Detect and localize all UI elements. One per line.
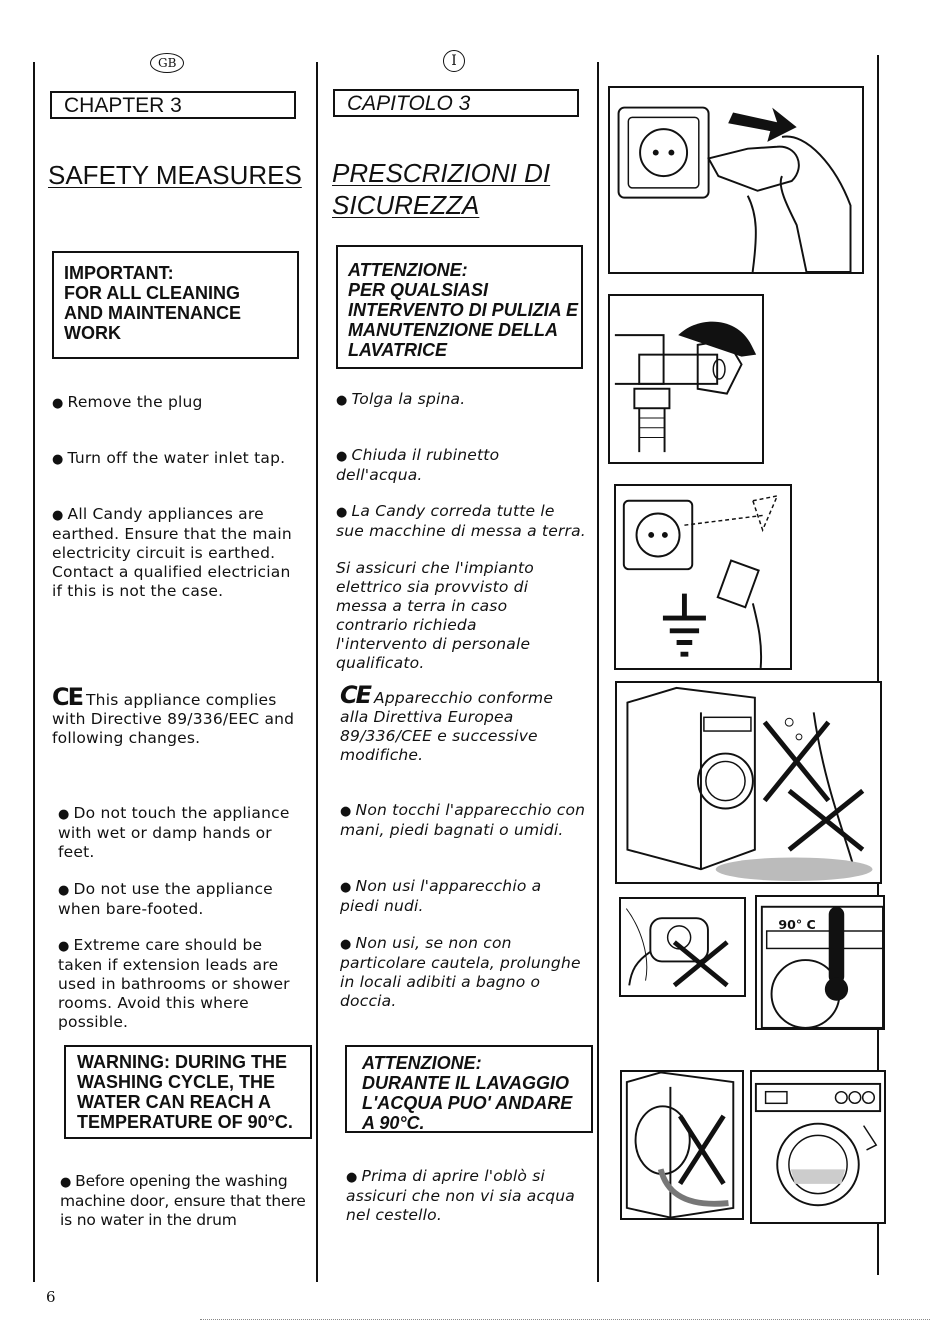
- washing-machine-icon: [617, 683, 880, 882]
- column-divider-right: [597, 62, 599, 1282]
- warning-notice-en: WARNING: DURING THE WASHING CYCLE, THE WATER CAN REACH A TEMPERATURE OF 90°C.: [64, 1045, 312, 1139]
- column-divider-left: [33, 62, 35, 1282]
- list-item: ● All Candy appliances are earthed. Ensure that the main electricity circuit is earthed. Contact a qualified electrician if this is not the case.: [52, 505, 292, 600]
- drum-check-illustration: [750, 1070, 886, 1224]
- important-notice-en: IMPORTANT: FOR ALL CLEANING AND MAINTENANCE WORK: [52, 251, 299, 359]
- ce-mark-icon: CE: [340, 681, 371, 709]
- open-door-icon: [622, 1072, 742, 1218]
- page-number: 6: [46, 1288, 56, 1306]
- list-item: ● Do not touch the appliance with wet or damp hands or feet.: [58, 804, 290, 861]
- important-notice-it: ATTENZIONE: PER QUALSIASI INTERVENTO DI PULIZIA E MANUTENZIONE DELLA LAVATRICE: [336, 245, 583, 369]
- list-item: ● Tolga la spina.: [336, 390, 466, 408]
- water-tap-icon: [610, 296, 762, 462]
- extension-lead-illustration: [619, 897, 746, 997]
- list-item: ● Extreme care should be taken if extension leads are used in bathrooms or shower rooms. Avoid this where possible.: [58, 936, 290, 1031]
- extension-lead-icon: [621, 899, 744, 995]
- washing-machine-drum-icon: [752, 1072, 884, 1222]
- list-item: Si assicuri che l'impianto elettrico sia provvisto di messa a terra in caso contrario richieda l'intervento di personale qualificato.: [336, 559, 534, 672]
- earth-ground-icon: [616, 486, 790, 668]
- wet-hands-feet-illustration: [615, 681, 882, 884]
- list-item: ● Remove the plug: [52, 393, 203, 411]
- list-item: ● La Candy correda tutte le sue macchine di messa a terra.: [336, 502, 586, 540]
- thermometer-label: 90° C: [778, 917, 816, 933]
- ce-mark-icon: CE: [52, 683, 83, 711]
- lang-badge-it: I: [443, 50, 465, 72]
- column-divider-middle: [316, 62, 318, 1282]
- chapter-heading-en: CHAPTER 3: [50, 91, 296, 119]
- list-item: ● Before opening the washing machine door, ensure that there is no water in the drum: [60, 1172, 306, 1229]
- scan-edge-line: [200, 1319, 930, 1320]
- list-item: ● Prima di aprire l'oblò si assicuri che non vi sia acqua nel cestello.: [346, 1167, 575, 1224]
- list-item: ● Chiuda il rubinetto dell'acqua.: [336, 446, 500, 484]
- list-item: ● Non usi l'apparecchio a piedi nudi.: [340, 877, 542, 915]
- thermometer-icon: [757, 897, 883, 1028]
- list-item: ● Turn off the water inlet tap.: [52, 449, 286, 467]
- list-item: ● Non usi, se non con particolare cautela, prolunghe in locali adibiti a bagno o doccia.: [340, 934, 581, 1010]
- page-title-it: PRESCRIZIONI DI SICUREZZA: [332, 158, 551, 220]
- water-tap-illustration: [608, 294, 764, 464]
- plug-socket-icon: [610, 88, 862, 272]
- hot-water-illustration: [755, 895, 885, 1030]
- chapter-heading-it: CAPITOLO 3: [333, 89, 579, 117]
- list-item: ● Non tocchi l'apparecchio con mani, piedi bagnati o umidi.: [340, 801, 586, 839]
- unplug-illustration: [608, 86, 864, 274]
- list-item: CE This appliance complies with Directive 89/336/EEC and following changes.: [52, 683, 295, 747]
- lang-badge-gb: GB: [150, 53, 184, 73]
- open-door-water-illustration: [620, 1070, 744, 1220]
- earthing-illustration: [614, 484, 792, 670]
- warning-notice-it: ATTENZIONE: DURANTE IL LAVAGGIO L'ACQUA PUO' ANDARE A 90°C.: [345, 1045, 593, 1133]
- list-item: ● Do not use the appliance when bare-footed.: [58, 880, 273, 918]
- list-item: CE Apparecchio conforme alla Direttiva Europea 89/336/CEE e successive modifiche.: [340, 681, 554, 764]
- page-title-en: SAFETY MEASURES: [48, 160, 302, 190]
